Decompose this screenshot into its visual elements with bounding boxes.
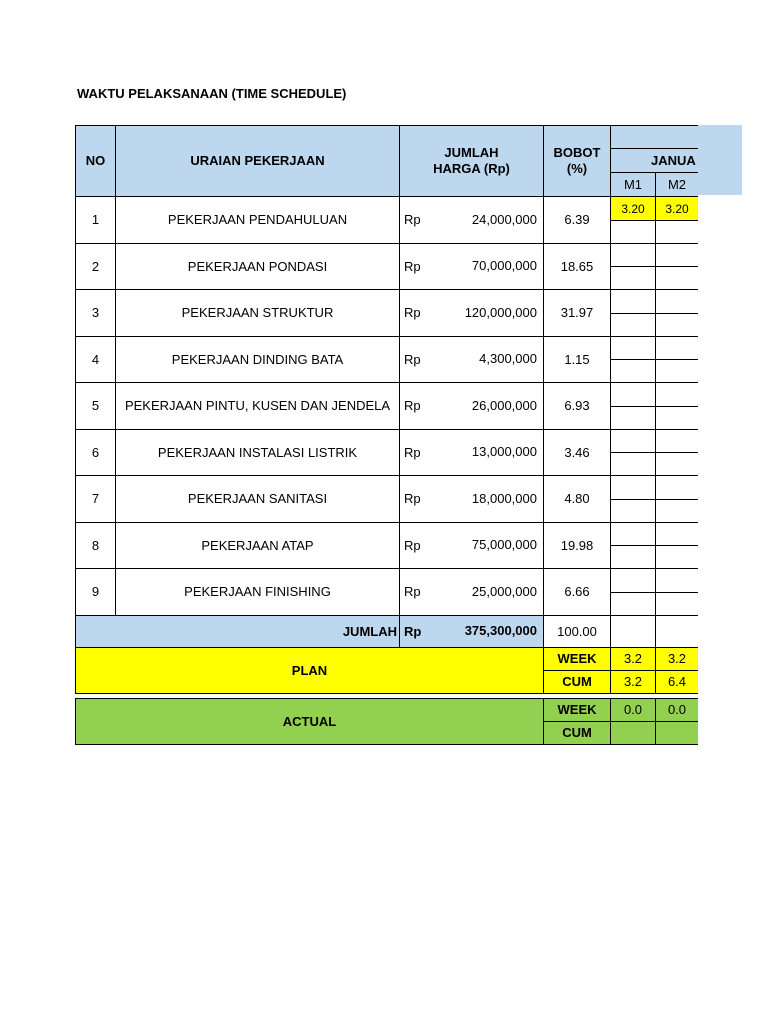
row-currency: Rp [399, 289, 543, 336]
row-currency: Rp [399, 336, 543, 382]
plan-week-m1: 3.2 [610, 647, 655, 670]
row-bobot: 4.80 [543, 475, 610, 522]
header-jumlah-harga: JUMLAH HARGA (Rp) [399, 125, 543, 196]
row-no: 5 [75, 382, 115, 429]
row-week-m1 [610, 429, 655, 452]
row-harga: 75,000,000 [471, 537, 537, 552]
header-week-m1: M1 [610, 173, 655, 196]
row-cum-m2 [655, 499, 698, 522]
row-currency: Rp [399, 568, 543, 615]
row-week-m1: 3.20 [610, 196, 655, 220]
row-cum-m2 [655, 313, 698, 336]
row-week-m1 [610, 475, 655, 499]
row-harga: 26,000,000 [471, 397, 537, 413]
header-uraian: URAIAN PEKERJAAN [115, 125, 399, 196]
page-title: WAKTU PELAKSANAAN (TIME SCHEDULE) [77, 86, 347, 101]
row-week-m2 [655, 243, 698, 266]
row-week-m2 [655, 429, 698, 452]
row-currency: Rp [399, 429, 543, 475]
row-week-m1 [610, 522, 655, 545]
row-bobot: 6.93 [543, 382, 610, 429]
row-harga: 18,000,000 [471, 490, 537, 506]
total-label: JUMLAH [75, 615, 399, 647]
total-m2 [655, 615, 698, 647]
row-harga: 4,300,000 [479, 351, 537, 366]
row-week-m2 [655, 568, 698, 592]
row-week-m1 [610, 289, 655, 313]
row-uraian: PEKERJAAN PINTU, KUSEN DAN JENDELA [115, 382, 399, 429]
row-bobot: 19.98 [543, 522, 610, 568]
plan-cum-label: CUM [543, 670, 610, 694]
row-cum-m2 [655, 592, 698, 615]
plan-week-label: WEEK [543, 647, 610, 670]
row-week-m1 [610, 336, 655, 359]
row-bobot: 18.65 [543, 243, 610, 289]
row-bobot: 1.15 [543, 336, 610, 382]
header-overflow-cell [698, 125, 742, 195]
total-bobot: 100.00 [543, 615, 610, 647]
header-bobot: BOBOT (%) [543, 125, 610, 196]
actual-label: ACTUAL [75, 698, 543, 745]
plan-cum-m2: 6.4 [655, 670, 698, 694]
row-week-m1 [610, 243, 655, 266]
row-cum-m1 [610, 545, 655, 568]
plan-week-m2: 3.2 [655, 647, 698, 670]
row-cum-m1 [610, 313, 655, 336]
row-currency: Rp [399, 522, 543, 568]
row-currency: Rp [399, 475, 543, 522]
actual-week-m2: 0.0 [655, 698, 698, 721]
row-uraian: PEKERJAAN PENDAHULUAN [115, 196, 399, 243]
row-uraian: PEKERJAAN ATAP [115, 522, 399, 568]
row-cum-m1 [610, 220, 655, 243]
row-week-m2 [655, 336, 698, 359]
row-harga: 25,000,000 [471, 583, 537, 599]
row-currency: Rp [399, 243, 543, 289]
row-no: 3 [75, 289, 115, 336]
row-uraian: PEKERJAAN PONDASI [115, 243, 399, 289]
row-week-m2: 3.20 [655, 196, 698, 220]
total-currency: Rp [399, 615, 543, 647]
row-no: 8 [75, 522, 115, 568]
row-week-m2 [655, 382, 698, 406]
row-harga: 120,000,000 [464, 304, 537, 320]
actual-week-m1: 0.0 [610, 698, 655, 721]
row-no: 6 [75, 429, 115, 475]
row-cum-m1 [610, 452, 655, 475]
total-m1 [610, 615, 655, 647]
row-no: 7 [75, 475, 115, 522]
total-harga: 375,300,000 [464, 623, 537, 638]
actual-cum-m2 [655, 721, 698, 745]
header-no: NO [75, 125, 115, 196]
row-bobot: 6.39 [543, 196, 610, 243]
row-bobot: 3.46 [543, 429, 610, 475]
actual-cum-label: CUM [543, 721, 610, 745]
row-currency: Rp [399, 196, 543, 243]
row-uraian: PEKERJAAN INSTALASI LISTRIK [115, 429, 399, 475]
header-month-top [610, 125, 698, 149]
header-month: JANUA [610, 149, 698, 173]
plan-cum-m1: 3.2 [610, 670, 655, 694]
row-currency: Rp [399, 382, 543, 429]
row-harga: 24,000,000 [471, 211, 537, 227]
row-bobot: 6.66 [543, 568, 610, 615]
row-cum-m1 [610, 266, 655, 289]
row-week-m2 [655, 522, 698, 545]
row-harga: 13,000,000 [471, 444, 537, 459]
row-cum-m1 [610, 499, 655, 522]
row-no: 4 [75, 336, 115, 382]
row-no: 2 [75, 243, 115, 289]
row-uraian: PEKERJAAN FINISHING [115, 568, 399, 615]
row-uraian: PEKERJAAN SANITASI [115, 475, 399, 522]
row-week-m2 [655, 475, 698, 499]
row-cum-m2 [655, 266, 698, 289]
row-week-m1 [610, 568, 655, 592]
row-week-m2 [655, 289, 698, 313]
actual-week-label: WEEK [543, 698, 610, 721]
row-cum-m1 [610, 359, 655, 382]
row-no: 9 [75, 568, 115, 615]
header-week-m2: M2 [655, 173, 698, 196]
actual-cum-m1 [610, 721, 655, 745]
row-week-m1 [610, 382, 655, 406]
row-cum-m2 [655, 359, 698, 382]
row-uraian: PEKERJAAN STRUKTUR [115, 289, 399, 336]
row-cum-m1 [610, 406, 655, 429]
row-bobot: 31.97 [543, 289, 610, 336]
row-cum-m2 [655, 220, 698, 243]
row-cum-m2 [655, 452, 698, 475]
row-no: 1 [75, 196, 115, 243]
row-cum-m1 [610, 592, 655, 615]
row-cum-m2 [655, 406, 698, 429]
plan-label: PLAN [75, 647, 543, 694]
row-cum-m2 [655, 545, 698, 568]
row-uraian: PEKERJAAN DINDING BATA [115, 336, 399, 382]
row-harga: 70,000,000 [471, 258, 537, 273]
